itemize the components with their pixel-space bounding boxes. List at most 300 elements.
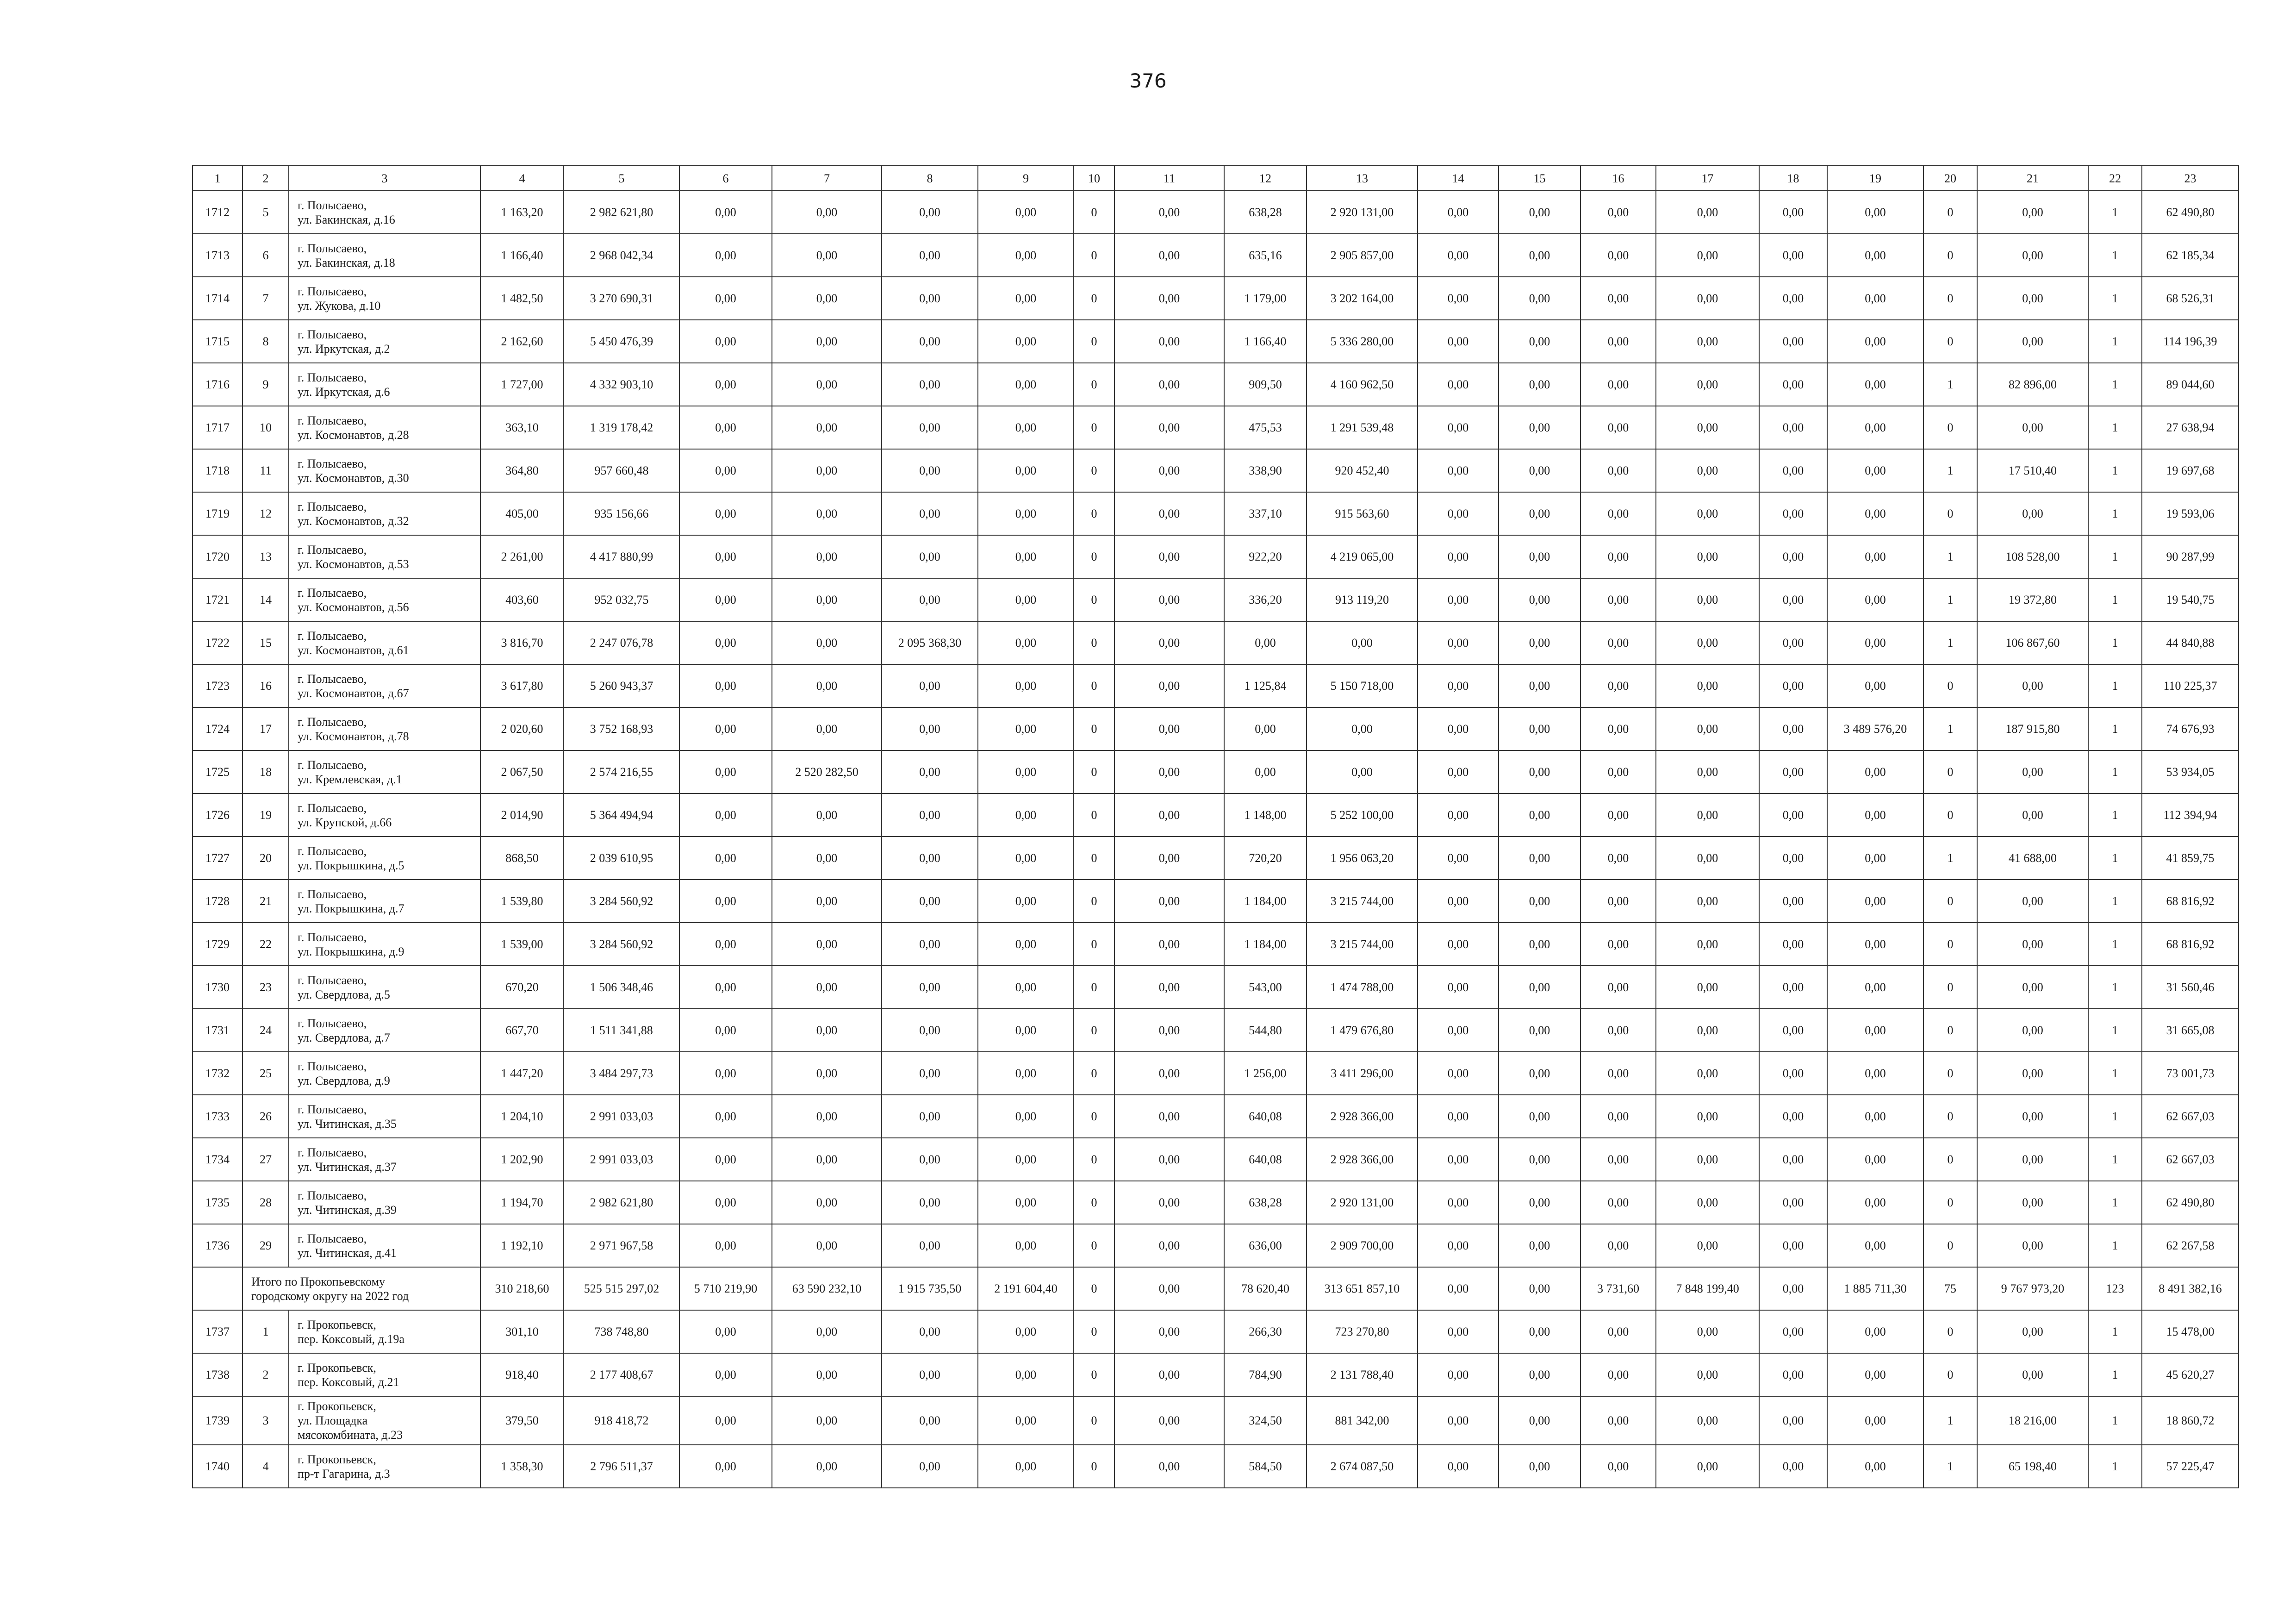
- table-cell: 0,00: [1224, 621, 1307, 664]
- table-cell: 5: [243, 191, 289, 234]
- table-cell: 24: [243, 1009, 289, 1052]
- table-cell: 1 184,00: [1224, 880, 1307, 923]
- table-cell: 23: [243, 966, 289, 1009]
- table-cell: 0: [1923, 1052, 1977, 1095]
- table-cell: 2 991 033,03: [564, 1138, 679, 1181]
- table-cell: 640,08: [1224, 1095, 1307, 1138]
- table-cell: 57 225,47: [2142, 1445, 2239, 1488]
- table-cell: 0,00: [679, 1009, 772, 1052]
- table-cell: 0,00: [1656, 621, 1759, 664]
- table-cell: 3 816,70: [480, 621, 564, 664]
- table-cell: 17 510,40: [1977, 449, 2088, 492]
- table-row: [193, 320, 2239, 363]
- table-cell: 720,20: [1224, 837, 1307, 880]
- table-cell: 0,00: [882, 191, 978, 234]
- address-cell: [289, 406, 480, 449]
- table-cell: 0,00: [1499, 966, 1580, 1009]
- cell-line: г. Полысаево,: [298, 672, 367, 686]
- table-cell: 0,00: [1656, 1009, 1759, 1052]
- table-cell: [193, 1267, 243, 1310]
- table-cell: 0,00: [882, 234, 978, 277]
- table-cell: 0: [1074, 1224, 1114, 1267]
- data-table: [192, 165, 2239, 1488]
- table-cell: 2 014,90: [480, 793, 564, 837]
- table-cell: 1713: [193, 234, 243, 277]
- table-cell: 1: [1923, 1445, 1977, 1488]
- table-cell: 0,00: [1114, 1353, 1224, 1396]
- table-cell: 1723: [193, 664, 243, 707]
- address-cell: [289, 880, 480, 923]
- table-cell: 0,00: [1499, 535, 1580, 578]
- table-cell: 19: [243, 793, 289, 837]
- table-cell: 0,00: [1759, 1009, 1827, 1052]
- cell-line: г. Прокопьевск,: [298, 1452, 376, 1466]
- table-cell: 0,00: [1580, 664, 1656, 707]
- table-cell: 915 563,60: [1307, 492, 1418, 535]
- table-cell: 0,00: [1977, 234, 2088, 277]
- table-cell: 1: [2088, 535, 2142, 578]
- table-cell: 0,00: [1499, 1052, 1580, 1095]
- page-number: 376: [1129, 69, 1167, 92]
- table-cell: 1: [2088, 363, 2142, 406]
- cell-line: г. Полысаево,: [298, 456, 367, 470]
- table-cell: 0,00: [679, 320, 772, 363]
- table-cell: 0,00: [978, 707, 1074, 750]
- table-cell: 16: [243, 664, 289, 707]
- column-header: 19: [1827, 166, 1923, 191]
- table-cell: 1: [1923, 1396, 1977, 1445]
- table-cell: 0,00: [679, 535, 772, 578]
- table-row: [193, 1009, 2239, 1052]
- column-header: 18: [1759, 166, 1827, 191]
- address-cell: [289, 535, 480, 578]
- table-cell: 0,00: [1759, 1095, 1827, 1138]
- table-cell: 3: [243, 1396, 289, 1445]
- table-cell: 0,00: [1114, 1009, 1224, 1052]
- table-cell: 62 490,80: [2142, 1181, 2239, 1224]
- table-cell: 1712: [193, 191, 243, 234]
- table-cell: 0,00: [1759, 1267, 1827, 1310]
- cell-line: пр-т Гагарина, д.3: [298, 1467, 390, 1480]
- table-cell: 0,00: [1827, 1224, 1923, 1267]
- cell-line: ул. Бакинская, д.16: [298, 212, 395, 226]
- table-cell: 0,00: [772, 1224, 882, 1267]
- address-cell: [289, 1353, 480, 1396]
- table-cell: 0: [1074, 1396, 1114, 1445]
- table-cell: 27: [243, 1138, 289, 1181]
- table-cell: 0,00: [882, 966, 978, 1009]
- cell-line: ул. Иркутская, д.6: [298, 385, 390, 399]
- table-cell: 475,53: [1224, 406, 1307, 449]
- table-cell: 0,00: [1418, 320, 1499, 363]
- table-cell: 909,50: [1224, 363, 1307, 406]
- table-cell: 0,00: [1759, 277, 1827, 320]
- table-cell: 1 506 348,46: [564, 966, 679, 1009]
- table-cell: 0,00: [1977, 1095, 2088, 1138]
- table-cell: 0,00: [679, 707, 772, 750]
- table-cell: 0,00: [1114, 363, 1224, 406]
- table-cell: 1: [2088, 1009, 2142, 1052]
- cell-line: г. Полысаево,: [298, 1016, 367, 1030]
- table-cell: 0,00: [1580, 1310, 1656, 1353]
- cell-line: г. Полысаево,: [298, 241, 367, 255]
- table-cell: 3 270 690,31: [564, 277, 679, 320]
- table-cell: 0: [1074, 707, 1114, 750]
- table-cell: 1: [2088, 1095, 2142, 1138]
- table-cell: 4 160 962,50: [1307, 363, 1418, 406]
- table-cell: 29: [243, 1224, 289, 1267]
- address-cell: [289, 492, 480, 535]
- table-cell: 1 194,70: [480, 1181, 564, 1224]
- table-cell: 1 148,00: [1224, 793, 1307, 837]
- address-cell: [289, 234, 480, 277]
- table-cell: 0,00: [1580, 277, 1656, 320]
- table-cell: 0: [1923, 406, 1977, 449]
- table-cell: 0,00: [1827, 492, 1923, 535]
- table-cell: 363,10: [480, 406, 564, 449]
- cell-line: г. Полысаево,: [298, 758, 367, 772]
- table-cell: 0,00: [1759, 1396, 1827, 1445]
- column-header: 20: [1923, 166, 1977, 191]
- table-cell: 0,00: [1114, 793, 1224, 837]
- table-cell: 0,00: [1418, 1445, 1499, 1488]
- table-cell: 0,00: [1114, 923, 1224, 966]
- table-cell: 1 511 341,88: [564, 1009, 679, 1052]
- address-cell: [289, 1310, 480, 1353]
- table-row: [193, 923, 2239, 966]
- table-cell: 0,00: [1827, 320, 1923, 363]
- table-cell: 0,00: [1759, 621, 1827, 664]
- table-row: [193, 1095, 2239, 1138]
- table-cell: 0: [1923, 320, 1977, 363]
- table-cell: 0,00: [1499, 320, 1580, 363]
- cell-line: ул. Космонавтов, д.53: [298, 557, 409, 571]
- table-cell: 4 417 880,99: [564, 535, 679, 578]
- table-cell: 301,10: [480, 1310, 564, 1353]
- table-cell: 0: [1074, 1009, 1114, 1052]
- table-cell: 0,00: [978, 1052, 1074, 1095]
- table-cell: 0,00: [1580, 880, 1656, 923]
- table-cell: 0,00: [1759, 449, 1827, 492]
- column-header: 11: [1114, 166, 1224, 191]
- table-cell: 1: [1923, 535, 1977, 578]
- table-cell: 0,00: [679, 578, 772, 621]
- table-cell: 635,16: [1224, 234, 1307, 277]
- column-header: 15: [1499, 166, 1580, 191]
- table-cell: 1 539,80: [480, 880, 564, 923]
- table-cell: 0,00: [1827, 750, 1923, 793]
- table-cell: 0: [1923, 793, 1977, 837]
- table-cell: 78 620,40: [1224, 1267, 1307, 1310]
- cell-line: ул. Космонавтов, д.30: [298, 471, 409, 485]
- table-cell: 0,00: [1827, 1353, 1923, 1396]
- cell-line: г. Полысаево,: [298, 413, 367, 427]
- address-cell: [289, 363, 480, 406]
- address-cell: [289, 750, 480, 793]
- cell-line: г. Полысаево,: [298, 543, 367, 556]
- table-cell: 75: [1923, 1267, 1977, 1310]
- table-cell: 364,80: [480, 449, 564, 492]
- table-cell: 0,00: [1114, 1310, 1224, 1353]
- table-cell: 3 284 560,92: [564, 880, 679, 923]
- table-cell: 1 319 178,42: [564, 406, 679, 449]
- table-cell: 0,00: [1656, 320, 1759, 363]
- table-cell: 0: [1074, 1445, 1114, 1488]
- table-cell: 0,00: [772, 191, 882, 234]
- cell-line: ул. Площадка: [298, 1414, 368, 1427]
- cell-line: г. Прокопьевск,: [298, 1318, 376, 1331]
- table-cell: 1 291 539,48: [1307, 406, 1418, 449]
- table-row: [193, 191, 2239, 234]
- table-cell: 0,00: [1656, 1138, 1759, 1181]
- table-cell: 0,00: [679, 449, 772, 492]
- table-cell: 0: [1074, 664, 1114, 707]
- table-cell: 0,00: [1114, 664, 1224, 707]
- cell-line: ул. Свердлова, д.9: [298, 1074, 390, 1087]
- table-cell: 4: [243, 1445, 289, 1488]
- table-cell: 0,00: [978, 621, 1074, 664]
- cell-line: ул. Жукова, д.10: [298, 299, 381, 312]
- table-cell: 0,00: [1418, 277, 1499, 320]
- cell-line: ул. Читинская, д.39: [298, 1203, 397, 1217]
- table-cell: 0,00: [679, 406, 772, 449]
- table-cell: 0,00: [1977, 1009, 2088, 1052]
- cell-line: ул. Космонавтов, д.28: [298, 428, 409, 442]
- column-header: 9: [978, 166, 1074, 191]
- table-cell: 1: [2088, 234, 2142, 277]
- table-cell: 0,00: [882, 750, 978, 793]
- table-row: [193, 449, 2239, 492]
- table-cell: 0,00: [1759, 578, 1827, 621]
- table-cell: 0,00: [1656, 1396, 1759, 1445]
- table-cell: 63 590 232,10: [772, 1267, 882, 1310]
- table-cell: 0,00: [1580, 535, 1656, 578]
- cell-line: ул. Покрышкина, д.7: [298, 901, 404, 915]
- table-cell: 26: [243, 1095, 289, 1138]
- table-cell: 0,00: [882, 664, 978, 707]
- table-cell: 0,00: [882, 1224, 978, 1267]
- table-cell: 0,00: [1759, 1310, 1827, 1353]
- table-cell: 4 219 065,00: [1307, 535, 1418, 578]
- total-row: [193, 1267, 2239, 1310]
- table-cell: 0,00: [1827, 449, 1923, 492]
- table-cell: 2 991 033,03: [564, 1095, 679, 1138]
- table-cell: 0,00: [1827, 1009, 1923, 1052]
- cell-line: ул. Свердлова, д.7: [298, 1031, 390, 1044]
- table-cell: 0,00: [1418, 837, 1499, 880]
- table-row: [193, 621, 2239, 664]
- table-cell: 0,00: [1977, 191, 2088, 234]
- table-cell: 5 150 718,00: [1307, 664, 1418, 707]
- table-cell: 0: [1923, 1138, 1977, 1181]
- table-cell: 405,00: [480, 492, 564, 535]
- table-cell: 0,00: [1656, 793, 1759, 837]
- table-cell: 0,00: [1977, 1224, 2088, 1267]
- table-cell: 0,00: [1114, 406, 1224, 449]
- column-header: 10: [1074, 166, 1114, 191]
- table-cell: 0: [1074, 621, 1114, 664]
- table-cell: 1720: [193, 535, 243, 578]
- table-cell: 0,00: [1656, 837, 1759, 880]
- table-cell: 0,00: [882, 277, 978, 320]
- table-cell: 0,00: [1977, 966, 2088, 1009]
- table-cell: 5 710 219,90: [679, 1267, 772, 1310]
- column-header: 8: [882, 166, 978, 191]
- table-cell: 0: [1074, 191, 1114, 234]
- table-cell: 1: [1923, 707, 1977, 750]
- table-cell: 108 528,00: [1977, 535, 2088, 578]
- table-cell: 0,00: [1827, 966, 1923, 1009]
- table-cell: 0,00: [1656, 707, 1759, 750]
- table-cell: 0,00: [1580, 1138, 1656, 1181]
- table-cell: 53 934,05: [2142, 750, 2239, 793]
- table-cell: 1730: [193, 966, 243, 1009]
- table-cell: 1: [2088, 406, 2142, 449]
- table-cell: 0,00: [1499, 621, 1580, 664]
- table-cell: 1: [1923, 578, 1977, 621]
- table-cell: 0,00: [1418, 1224, 1499, 1267]
- table-cell: 0: [1923, 664, 1977, 707]
- table-cell: 3 215 744,00: [1307, 923, 1418, 966]
- table-cell: 112 394,94: [2142, 793, 2239, 837]
- table-cell: 1 163,20: [480, 191, 564, 234]
- table-cell: 636,00: [1224, 1224, 1307, 1267]
- cell-line: городскому округу на 2022 год: [251, 1289, 409, 1303]
- table-cell: 0,00: [1827, 1138, 1923, 1181]
- table-cell: 0,00: [1580, 363, 1656, 406]
- table-cell: 0,00: [1224, 750, 1307, 793]
- cell-line: ул. Космонавтов, д.78: [298, 729, 409, 743]
- table-cell: 0,00: [978, 1181, 1074, 1224]
- table-cell: 0,00: [1499, 578, 1580, 621]
- table-cell: 952 032,75: [564, 578, 679, 621]
- table-cell: 2 971 967,58: [564, 1224, 679, 1267]
- table-cell: 2 909 700,00: [1307, 1224, 1418, 1267]
- table-cell: 13: [243, 535, 289, 578]
- table-row: [193, 1138, 2239, 1181]
- table-cell: 62 667,03: [2142, 1138, 2239, 1181]
- table-cell: 0: [1074, 535, 1114, 578]
- table-cell: 0,00: [772, 793, 882, 837]
- header-row: [193, 166, 2239, 191]
- cell-line: г. Полысаево,: [298, 327, 367, 341]
- address-cell: [289, 1181, 480, 1224]
- table-cell: 1 202,90: [480, 1138, 564, 1181]
- table-cell: 0,00: [1499, 1181, 1580, 1224]
- table-cell: 0,00: [1499, 1445, 1580, 1488]
- table-cell: 0,00: [1499, 277, 1580, 320]
- table-cell: 1 482,50: [480, 277, 564, 320]
- table-cell: 0,00: [679, 966, 772, 1009]
- table-cell: 0,00: [1656, 880, 1759, 923]
- table-cell: 0,00: [1114, 492, 1224, 535]
- table-cell: 0,00: [1827, 880, 1923, 923]
- cell-line: г. Полысаево,: [298, 930, 367, 944]
- table-cell: 0,00: [1580, 406, 1656, 449]
- table-cell: 2 796 511,37: [564, 1445, 679, 1488]
- table-cell: 0,00: [978, 535, 1074, 578]
- table-cell: 0,00: [679, 923, 772, 966]
- table-cell: 1: [2088, 1181, 2142, 1224]
- table-cell: 0,00: [772, 1353, 882, 1396]
- table-cell: 638,28: [1224, 191, 1307, 234]
- table-cell: 5 252 100,00: [1307, 793, 1418, 837]
- cell-line: г. Полысаево,: [298, 1102, 367, 1116]
- table-cell: 1 915 735,50: [882, 1267, 978, 1310]
- table-cell: 45 620,27: [2142, 1353, 2239, 1396]
- table-cell: 0,00: [1827, 277, 1923, 320]
- table-cell: 0,00: [1418, 1095, 1499, 1138]
- table-cell: 0,00: [1827, 1310, 1923, 1353]
- table-cell: 19 540,75: [2142, 578, 2239, 621]
- table-cell: 784,90: [1224, 1353, 1307, 1396]
- table-cell: 0,00: [1580, 1181, 1656, 1224]
- table-cell: 0: [1923, 277, 1977, 320]
- table-cell: 90 287,99: [2142, 535, 2239, 578]
- table-cell: 2 520 282,50: [772, 750, 882, 793]
- table-cell: 1727: [193, 837, 243, 880]
- table-cell: 5 260 943,37: [564, 664, 679, 707]
- table-cell: 1: [2088, 1310, 2142, 1353]
- table-cell: 3 284 560,92: [564, 923, 679, 966]
- table-cell: 0,00: [1580, 1445, 1656, 1488]
- table-cell: 1 479 676,80: [1307, 1009, 1418, 1052]
- table-cell: 22: [243, 923, 289, 966]
- table-cell: 0,00: [1656, 1224, 1759, 1267]
- table-cell: 0,00: [882, 320, 978, 363]
- table-cell: 0,00: [772, 923, 882, 966]
- table-cell: 0,00: [1977, 1052, 2088, 1095]
- cell-line: пер. Коксовый, д.21: [298, 1375, 399, 1389]
- table-cell: 0,00: [1499, 880, 1580, 923]
- table-cell: 922,20: [1224, 535, 1307, 578]
- table-cell: 543,00: [1224, 966, 1307, 1009]
- table-cell: 0,00: [1499, 664, 1580, 707]
- table-cell: 0: [1074, 320, 1114, 363]
- table-cell: 0,00: [1418, 535, 1499, 578]
- table-cell: 0,00: [1759, 793, 1827, 837]
- table-cell: 0,00: [679, 191, 772, 234]
- table-cell: 1 956 063,20: [1307, 837, 1418, 880]
- table-cell: 0: [1923, 234, 1977, 277]
- table-cell: 313 651 857,10: [1307, 1267, 1418, 1310]
- address-cell: [289, 966, 480, 1009]
- table-cell: 0,00: [1656, 1095, 1759, 1138]
- table-cell: 0,00: [1580, 837, 1656, 880]
- table-cell: 0,00: [1977, 1138, 2088, 1181]
- address-cell: [289, 664, 480, 707]
- table-cell: 0,00: [1114, 277, 1224, 320]
- table-cell: 0,00: [1499, 1396, 1580, 1445]
- table-cell: 667,70: [480, 1009, 564, 1052]
- table-cell: 0,00: [1418, 1396, 1499, 1445]
- table-cell: 0,00: [978, 191, 1074, 234]
- address-cell: [289, 1224, 480, 1267]
- address-cell: [289, 449, 480, 492]
- table-cell: 0,00: [1977, 492, 2088, 535]
- table-cell: 935 156,66: [564, 492, 679, 535]
- table-cell: 106 867,60: [1977, 621, 2088, 664]
- table-cell: 0,00: [1759, 750, 1827, 793]
- table-cell: 0,00: [1580, 1009, 1656, 1052]
- table-cell: 0,00: [679, 363, 772, 406]
- table-cell: 0,00: [978, 1009, 1074, 1052]
- table-cell: 0,00: [1827, 406, 1923, 449]
- table-cell: 0,00: [1827, 578, 1923, 621]
- table-cell: 0,00: [1580, 492, 1656, 535]
- table-cell: 0: [1923, 750, 1977, 793]
- table-cell: 0,00: [882, 793, 978, 837]
